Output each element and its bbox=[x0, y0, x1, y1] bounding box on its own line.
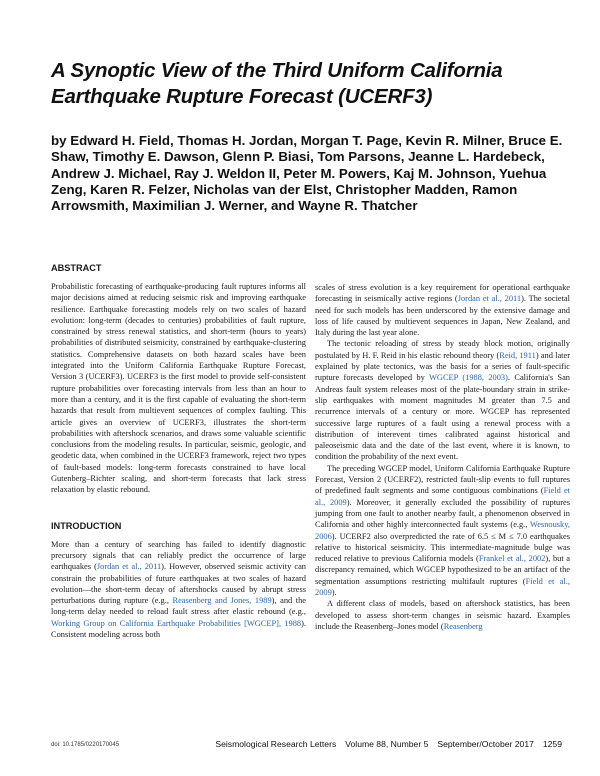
article-title: A Synoptic View of the Third Uniform California Earthquake Rupture Forecast (UCERF3) bbox=[51, 59, 503, 108]
citation-link[interactable]: Jordan et al., 2011 bbox=[96, 562, 162, 572]
body-text: A different class of models, based on aftershock statistics, has been developed to assess short-term changes in seismic hazard. Examples include the Reasenberg–Jones model ( bbox=[315, 599, 570, 631]
body-paragraph bbox=[315, 338, 570, 462]
citation-link[interactable]: Working Group on California Earthquake Probabilities [WGCEP], 1988 bbox=[51, 618, 302, 628]
body-text: The preceding WGCEP model, Uniform California Earthquake Rupture Forecast, Version 2 (UCERF2), restricted fault-slip events to full ruptures of predefined fault segments and some contiguous combinations ( bbox=[315, 463, 570, 496]
body-paragraph bbox=[315, 282, 570, 338]
body-text: ). Moreover, it generally excluded the possibility of ruptures jumping from one fault to another nearby fault, a phenomenon observed in California and other highly interconnected fault systems (e.g., bbox=[315, 497, 570, 530]
citation-link[interactable]: Frankel et al., 2002 bbox=[478, 554, 546, 564]
intro-text: ). However, observed seismic activity can constrain the probabilities of future earthquakes at two scales of hazard evolution—the short-term decay of aftershocks caused by abrupt stress perturbations during rupture (e.g., bbox=[51, 562, 306, 606]
abstract-heading: ABSTRACT bbox=[51, 263, 102, 273]
introduction-heading: INTRODUCTION bbox=[51, 520, 122, 531]
right-column bbox=[315, 282, 570, 632]
body-text: scales of stress evolution is a key requirement for operational earthquake forecasting in seismically active regions ( bbox=[315, 283, 570, 304]
citation-link[interactable]: Jordan et al., 2011 bbox=[457, 294, 522, 304]
body-text: . California's San Andreas fault system releases most of the plate-boundary strain in strike-slip earthquakes with moment magnitudes M greater than 7.5 and recurrence intervals of a century or more. WGCEP has represented successive large ruptures of a fault using a renewal process with a distribution of interevent times calibrated against historical and paleoseismic data and the date of the last event, where it is known, to condition the probability of the next event. bbox=[315, 373, 570, 462]
citation-link[interactable]: Reasenberg and Jones, 1989 bbox=[172, 596, 272, 606]
citation-link[interactable]: Field et al., 2009 bbox=[315, 576, 570, 598]
body-text: ) and later explained by plate tectonics, was the basis for a series of fault-specific rupture forecasts developed by bbox=[315, 350, 570, 383]
body-text: ). The societal need for such models has been underscored by the extensive damage and loss of life caused by multievent sequences in Japan, New Zealand, and Italy during the last year alone. bbox=[315, 294, 570, 338]
left-column bbox=[51, 262, 306, 640]
abstract-text: Probabilistic forecasting of earthquake-producing fault ruptures informs all major decisions aimed at reducing seismic risk and improving earthquake resilience. Earthquake forecasting models rely on two scales of hazard evolution: long-term (decades to centuries) probabilities of fault rupture, constrained by stress renewal statistics, and short-term (hours to years) probabilities of distributed seismicity, constrained by earthquake-clustering statistics. Comprehensive datasets on both hazard scales have been integrated into the Uniform California Earthquake Rupture Forecast, Version 3 (UCERF3). UCERF3 is the first model to provide self-consistent rupture probabilities over forecasting intervals from less than an hour to more than a century, and it is the first capable of evaluating the short-term hazards that result from multievent sequences of complex faulting. This article gives an overview of UCERF3, illustrates the short-term probabilities with aftershock scenarios, and draws some valuable scientific conclusions from the modeling results. In particular, seismic, geologic, and geodetic data, when combined in the UCERF3 framework, reject two types of fault-based models: long-term forecasts constrained to have local Gutenberg–Richter scaling, and short-term forecasts that lack stress relaxation by elastic rebound. bbox=[51, 282, 306, 495]
intro-text: ), and the long-term delay needed to reload fault stress after elastic rebound (e.g., bbox=[51, 596, 306, 617]
doi: doi: 10.1785/0220170045 bbox=[51, 742, 120, 748]
volume-number: Volume 88, Number 5 bbox=[345, 739, 429, 749]
running-footer bbox=[215, 739, 562, 749]
author-list: by Edward H. Field, Thomas H. Jordan, Morgan T. Page, Kevin R. Milner, Bruce E. Shaw, Timothy E. Dawson, Glenn P. Biasi, Tom Parsons, Jeanne L. Hardebeck, Andrew J. Michael, Ray J. Weldon II, Peter M. Powers, Kaj M. Johnson, Yuehua Zeng, Karen R. Felzer, Nicholas van der Elst, Christopher Madden, Ramon Arrowsmith, Maximilian J. Werner, and Wayne R. Thatcher bbox=[51, 133, 563, 214]
body-text: ). UCERF2 also overpredicted the rate of 6.5 ≤ M ≤ 7.0 earthquakes relative to historical seismicity. This intermediate-magnitude bulge was reduced relative to previous California models ( bbox=[315, 531, 570, 564]
intro-text: ). Consistent modeling across both bbox=[51, 618, 306, 640]
intro-text: More than a century of searching has failed to identify diagnostic precursory signals that can reliably predict the occurrence of large earthquakes ( bbox=[51, 539, 306, 572]
citation-link[interactable]: Reid, 1911 bbox=[499, 350, 536, 360]
issue-date: September/October 2017 bbox=[437, 739, 534, 749]
citation-link[interactable]: Wesnousky, 2006 bbox=[315, 520, 570, 541]
body-paragraph bbox=[315, 463, 570, 599]
body-text: ). bbox=[331, 588, 337, 598]
body-text: ), but a discrepancy remained, which WGCEP hypothesized to be an artifact of the segmentation assumptions restricting multifault ruptures ( bbox=[315, 554, 571, 586]
citation-link[interactable]: Field et al., 2009 bbox=[315, 486, 570, 507]
body-text: The tectonic reloading of stress by steady block motion, originally postulated by H. F. Reid in his elastic rebound theory ( bbox=[315, 339, 570, 360]
citation-link[interactable]: Reasenberg bbox=[443, 621, 483, 631]
citation-link[interactable]: WGCEP (1988, 2003) bbox=[429, 373, 508, 383]
page-number: 1259 bbox=[542, 739, 562, 749]
journal-name: Seismological Research Letters bbox=[215, 739, 337, 749]
intro-paragraph bbox=[51, 539, 306, 641]
body-paragraph bbox=[315, 598, 570, 632]
